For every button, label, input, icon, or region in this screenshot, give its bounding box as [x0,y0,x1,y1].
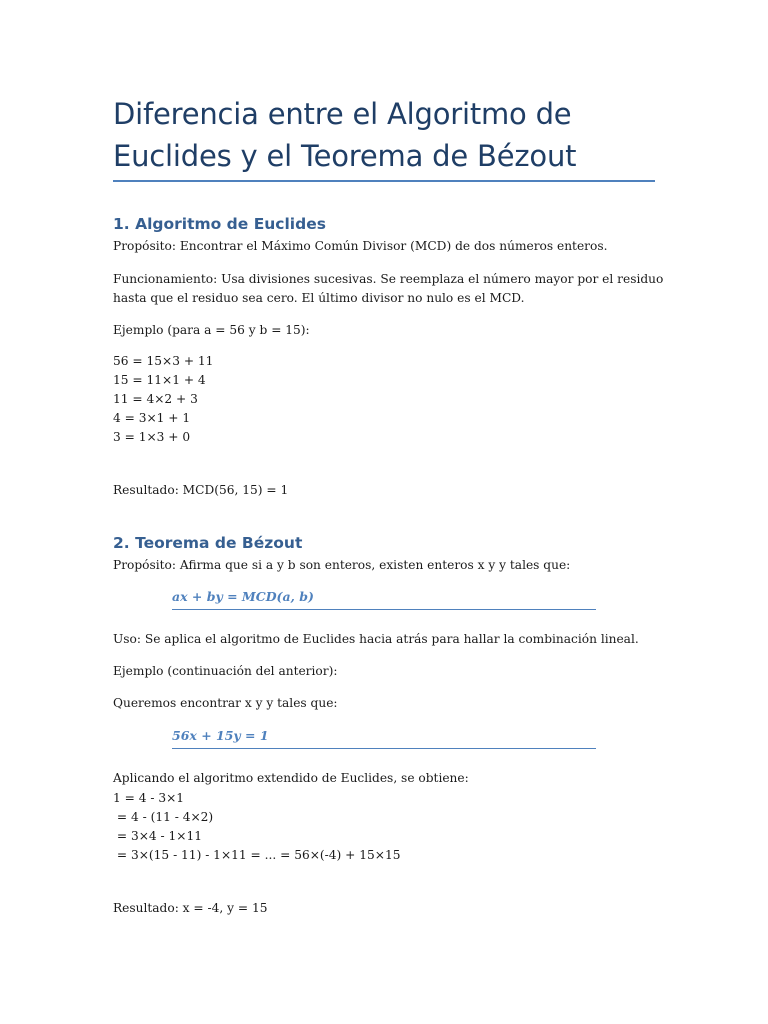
title-underline [113,180,655,182]
bezout-step: = 4 - (11 - 4×2) [113,810,214,824]
document-title [113,93,658,177]
title-line-2: Euclides y el Teorema de Bézout [113,139,577,173]
formula-underline [172,609,596,610]
euclid-step: 11 = 4×2 + 3 [113,392,198,406]
bezout-steps [113,789,658,865]
euclid-step: 15 = 11×1 + 4 [113,373,206,387]
bezout-step: 1 = 4 - 3×1 [113,791,185,805]
section-1-proposito: Propósito: Encontrar el Máximo Común Divisor (MCD) de dos números enteros. [113,239,608,253]
section-1-resultado: Resultado: MCD(56, 15) = 1 [113,483,289,497]
euclid-steps [113,352,658,447]
section-2-resultado: Resultado: x = -4, y = 15 [113,901,268,915]
euclid-step: 4 = 3×1 + 1 [113,411,191,425]
section-2-proposito: Propósito: Afirma que si a y b son enteros, existen enteros x y y tales que: [113,558,571,572]
section-1-heading: 1. Algoritmo de Euclides [113,215,326,233]
euclid-step: 3 = 1×3 + 0 [113,430,191,444]
section-1-ejemplo: Ejemplo (para a = 56 y b = 15): [113,323,310,337]
section-2-queremos: Queremos encontrar x y y tales que: [113,696,338,710]
funcionamiento-line-1: Funcionamiento: Usa divisiones sucesivas. Se reemplaza el número mayor por el residuo [113,272,664,286]
formula-underline [172,748,596,749]
funcionamiento-line-2: hasta que el residuo sea cero. El último divisor no nulo es el MCD. [113,291,525,305]
section-2-ejemplo: Ejemplo (continuación del anterior): [113,664,338,678]
bezout-step: = 3×4 - 1×11 [113,829,203,843]
title-line-1: Diferencia entre el Algoritmo de [113,97,572,131]
section-2-aplicando: Aplicando el algoritmo extendido de Euclides, se obtiene: [113,771,469,785]
example-formula: 56x + 15y = 1 [172,728,269,743]
bezout-formula: ax + by = MCD(a, b) [172,589,314,604]
section-2-uso: Uso: Se aplica el algoritmo de Euclides hacia atrás para hallar la combinación lineal. [113,632,639,646]
euclid-step: 56 = 15×3 + 11 [113,354,214,368]
bezout-step: = 3×(15 - 11) - 1×11 = ... = 56×(-4) + 15×15 [113,848,401,862]
section-1-funcionamiento [113,270,664,308]
section-2-heading: 2. Teorema de Bézout [113,534,303,552]
